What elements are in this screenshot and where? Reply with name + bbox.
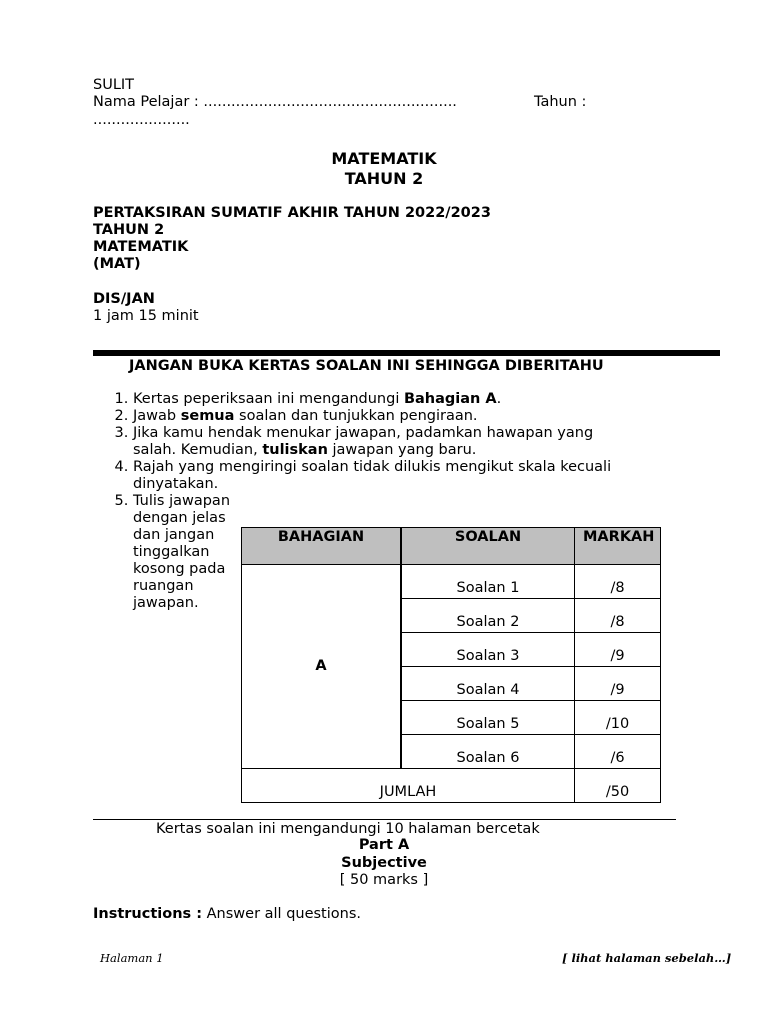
student-name-line xyxy=(93,94,457,111)
student-name-dots: ....................................................... xyxy=(203,94,457,110)
year-title: TAHUN 2 xyxy=(344,169,424,188)
total-row xyxy=(242,769,661,803)
instruction-item: 4. Rajah yang mengiringi soalan tidak dilukis mengikut skala kecuali dinyatakan. xyxy=(133,459,703,493)
classification-label: SULIT xyxy=(93,77,135,93)
header-section: BAHAGIAN xyxy=(242,528,402,565)
detail-code: (MAT) xyxy=(93,256,141,272)
table-header-row xyxy=(242,528,661,565)
total-label: JUMLAH xyxy=(242,769,575,803)
question-cell: Soalan 6 xyxy=(401,735,575,769)
detail-subject: MATEMATIK xyxy=(93,239,189,255)
marks-table xyxy=(241,527,661,803)
answer-instructions xyxy=(93,906,361,923)
page-number: Halaman 1 xyxy=(100,951,164,965)
next-page-note: [ lihat halaman sebelah…] xyxy=(562,951,732,965)
question-cell: Soalan 1 xyxy=(401,565,575,599)
question-cell: Soalan 4 xyxy=(401,667,575,701)
section-cell: A xyxy=(242,565,402,769)
header-question: SOALAN xyxy=(401,528,575,565)
header-marks: MARKAH xyxy=(575,528,661,565)
instructions-text: Answer all questions. xyxy=(202,906,361,922)
assessment-name: PERTAKSIRAN SUMATIF AKHIR TAHUN 2022/2023 xyxy=(93,205,491,221)
page-count-note: Kertas soalan ini mengandungi 10 halaman bercetak xyxy=(156,821,540,837)
student-name-label: Nama Pelajar : xyxy=(93,94,199,110)
marks-cell: /10 xyxy=(575,701,661,735)
marks-cell: /9 xyxy=(575,633,661,667)
divider-thick xyxy=(93,350,720,356)
instructions-label: Instructions : xyxy=(93,906,203,922)
question-cell: Soalan 5 xyxy=(401,701,575,735)
subject-title: MATEMATIK xyxy=(331,149,437,168)
instruction-item: 3. Jika kamu hendak menukar jawapan, padamkan hawapan yang salah. Kemudian, tuliskan jawapan yang baru. xyxy=(133,425,703,459)
instruction-item: 5. Tulis jawapan dengan jelas dan jangan tinggalkan kosong pada ruangan jawapan. xyxy=(133,493,703,612)
table-row xyxy=(242,565,661,599)
divider-thin xyxy=(93,819,676,820)
question-cell: Soalan 2 xyxy=(401,599,575,633)
part-label: Part A xyxy=(358,837,410,853)
part-type: Subjective xyxy=(341,855,427,871)
year-dots: ..................... xyxy=(93,112,190,128)
year-label: Tahun : xyxy=(534,94,587,110)
question-cell: Soalan 3 xyxy=(401,633,575,667)
marks-cell: /6 xyxy=(575,735,661,769)
detail-session: DIS/JAN xyxy=(93,291,155,307)
marks-cell: /8 xyxy=(575,565,661,599)
instruction-item: 1. Kertas peperiksaan ini mengandungi Bahagian A. xyxy=(133,391,703,408)
total-marks: /50 xyxy=(575,769,661,803)
marks-cell: /9 xyxy=(575,667,661,701)
detail-duration: 1 jam 15 minit xyxy=(93,308,199,324)
instruction-item: 2. Jawab semua soalan dan tunjukkan pengiraan. xyxy=(133,408,703,425)
warning-notice: JANGAN BUKA KERTAS SOALAN INI SEHINGGA DIBERITAHU xyxy=(129,358,604,374)
marks-cell: /8 xyxy=(575,599,661,633)
part-marks: [ 50 marks ] xyxy=(339,872,429,888)
detail-year: TAHUN 2 xyxy=(93,222,165,238)
